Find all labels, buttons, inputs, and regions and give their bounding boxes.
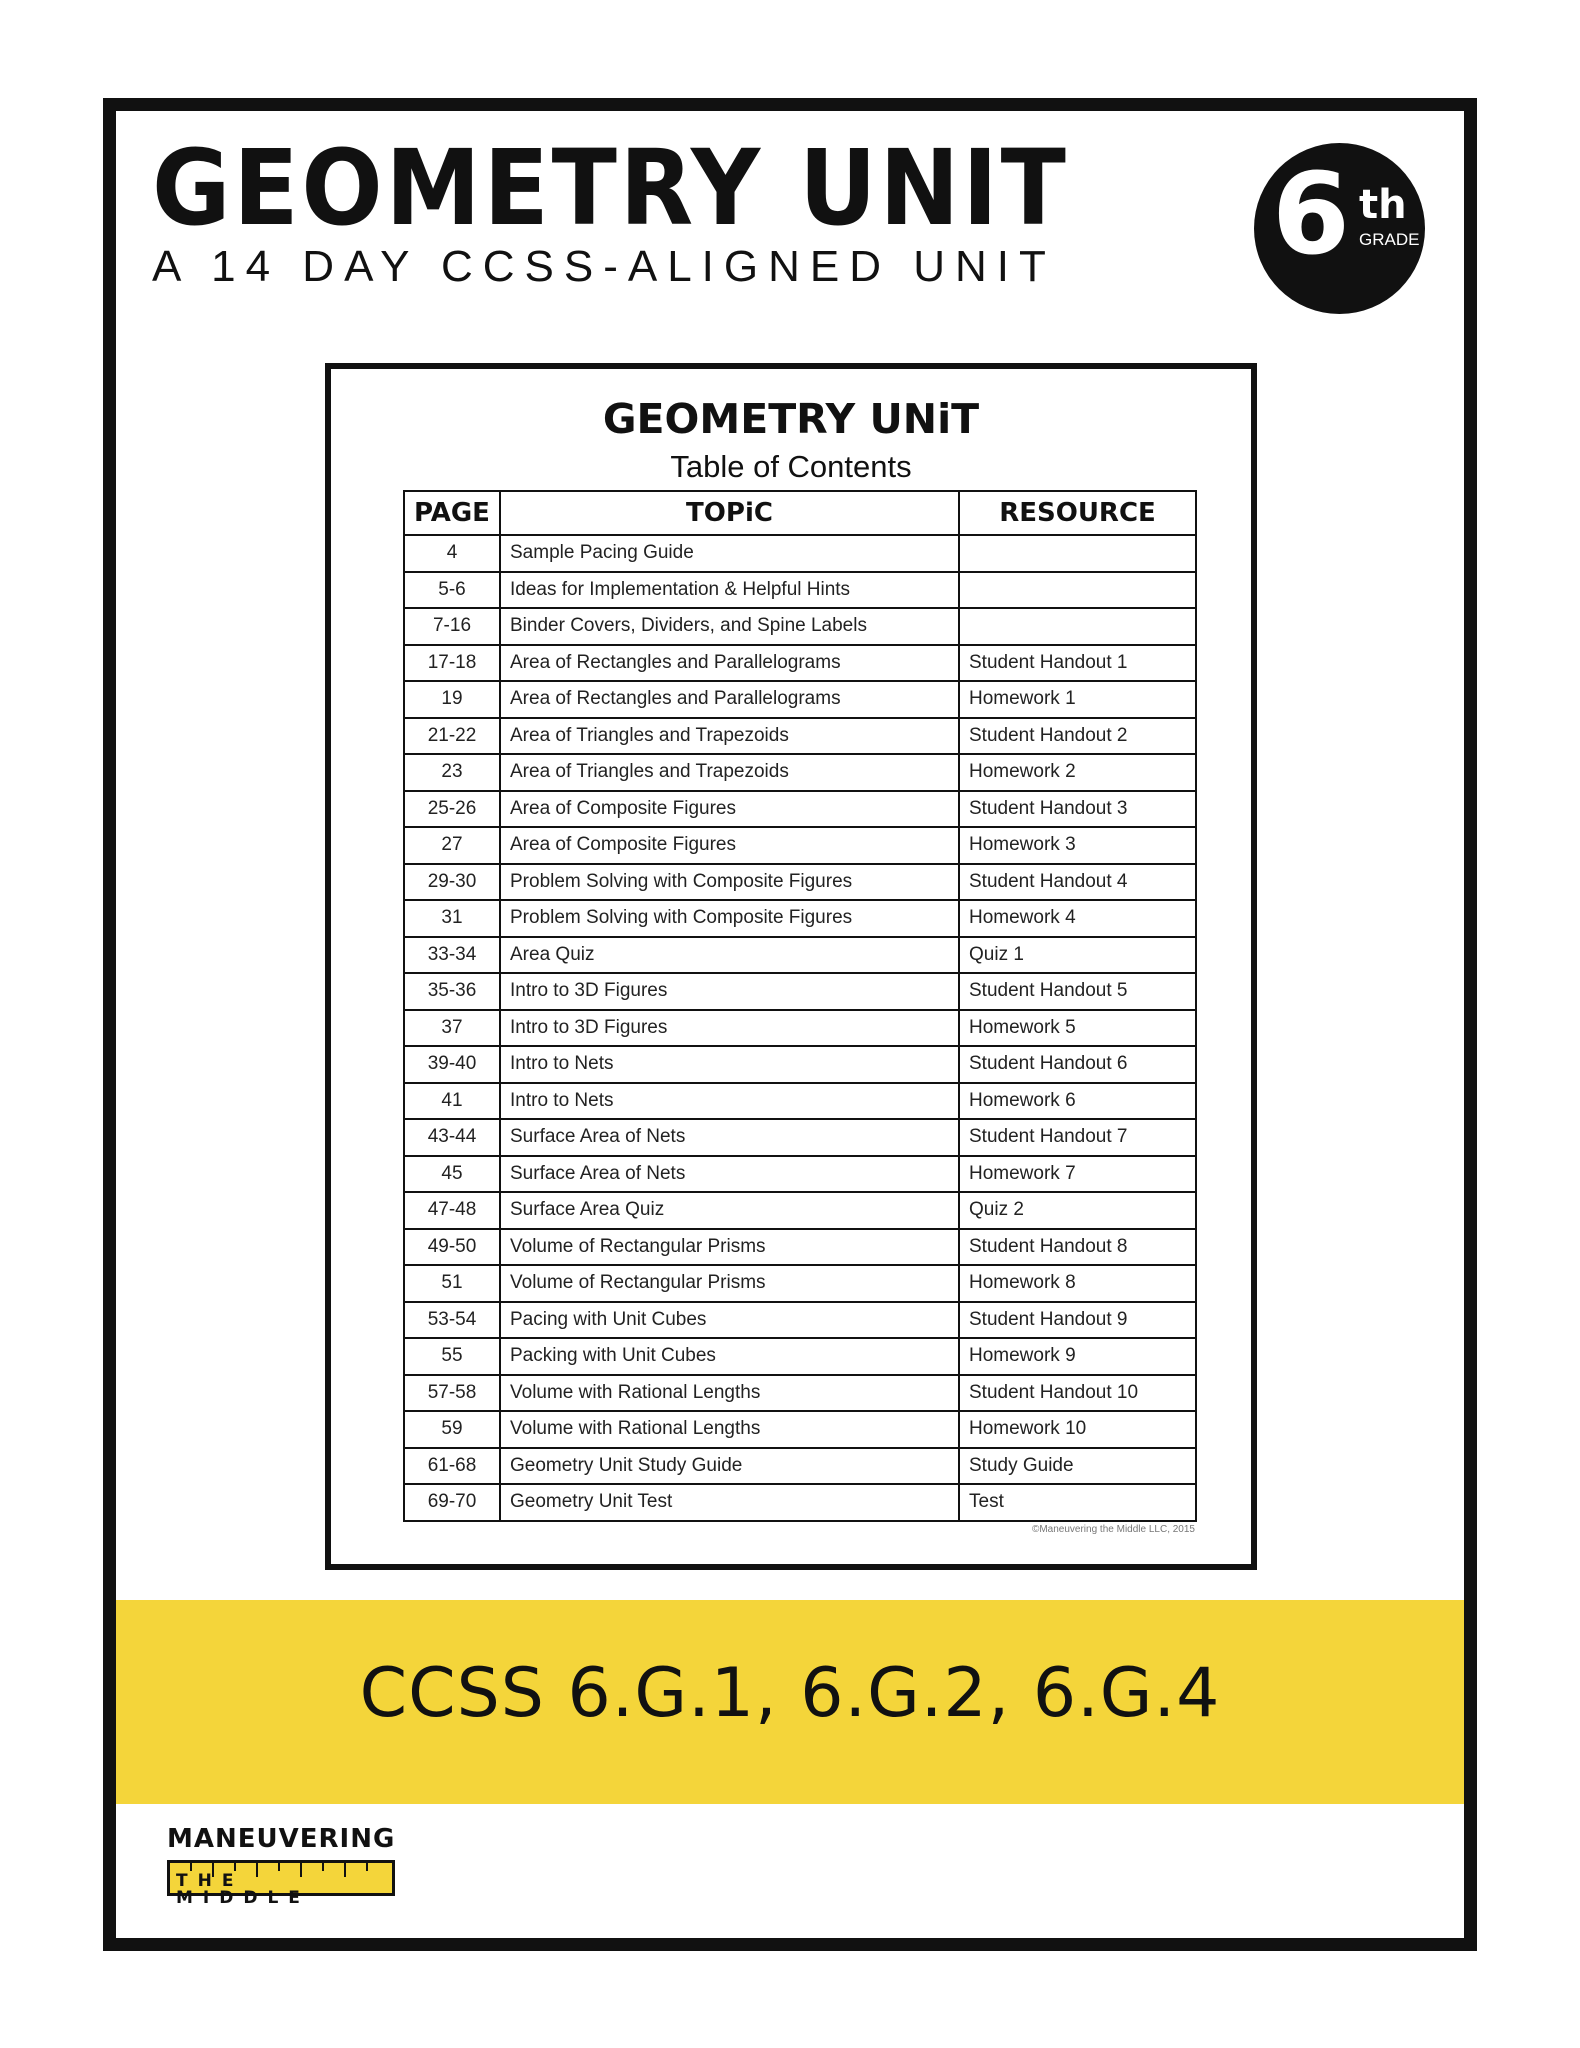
topic-cell: Area of Triangles and Trapezoids <box>500 718 959 755</box>
table-of-contents-card <box>325 363 1257 1570</box>
resource-cell: Student Handout 7 <box>959 1119 1196 1156</box>
topic-cell: Volume of Rectangular Prisms <box>500 1265 959 1302</box>
table-row <box>404 791 1196 828</box>
topic-cell: Surface Area of Nets <box>500 1119 959 1156</box>
topic-cell: Sample Pacing Guide <box>500 535 959 572</box>
toc-table <box>403 490 1197 1522</box>
topic-cell: Pacing with Unit Cubes <box>500 1302 959 1339</box>
table-row <box>404 572 1196 609</box>
toc-subtitle: Table of Contents <box>670 449 912 484</box>
topic-cell: Intro to Nets <box>500 1083 959 1120</box>
table-row <box>404 1083 1196 1120</box>
resource-cell: Student Handout 8 <box>959 1229 1196 1266</box>
page-cell: 19 <box>404 681 500 718</box>
resource-cell: Study Guide <box>959 1448 1196 1485</box>
table-row <box>404 864 1196 901</box>
logo-line-1: MANEUVERING <box>167 1824 396 1854</box>
page-title: GEOMETRY UNIT <box>152 127 1069 249</box>
column-header-resource: RESOURCE <box>959 491 1196 535</box>
topic-cell: Binder Covers, Dividers, and Spine Labels <box>500 608 959 645</box>
topic-cell: Geometry Unit Study Guide <box>500 1448 959 1485</box>
standards-text: CCSS 6.G.1, 6.G.2, 6.G.4 <box>359 1654 1221 1733</box>
resource-cell: Homework 8 <box>959 1265 1196 1302</box>
table-row <box>404 827 1196 864</box>
page-cell: 37 <box>404 1010 500 1047</box>
resource-cell: Student Handout 3 <box>959 791 1196 828</box>
page-cell: 35-36 <box>404 973 500 1010</box>
table-row <box>404 1338 1196 1375</box>
topic-cell: Area of Rectangles and Parallelograms <box>500 681 959 718</box>
topic-cell: Geometry Unit Test <box>500 1484 959 1521</box>
page-cell: 49-50 <box>404 1229 500 1266</box>
page-cell: 7-16 <box>404 608 500 645</box>
topic-cell: Problem Solving with Composite Figures <box>500 900 959 937</box>
page-cell: 23 <box>404 754 500 791</box>
page-cell: 41 <box>404 1083 500 1120</box>
topic-cell: Ideas for Implementation & Helpful Hints <box>500 572 959 609</box>
table-row <box>404 1375 1196 1412</box>
topic-cell: Area of Composite Figures <box>500 827 959 864</box>
page-cell: 61-68 <box>404 1448 500 1485</box>
page-cell: 69-70 <box>404 1484 500 1521</box>
grade-label: GRADE <box>1359 230 1420 249</box>
page-cell: 33-34 <box>404 937 500 974</box>
page-cell: 53-54 <box>404 1302 500 1339</box>
page-cell: 29-30 <box>404 864 500 901</box>
page-cell: 39-40 <box>404 1046 500 1083</box>
page-cell: 21-22 <box>404 718 500 755</box>
toc-header-row <box>404 491 1196 535</box>
topic-cell: Packing with Unit Cubes <box>500 1338 959 1375</box>
logo-ruler <box>167 1860 395 1908</box>
resource-cell: Homework 9 <box>959 1338 1196 1375</box>
topic-cell: Surface Area of Nets <box>500 1156 959 1193</box>
resource-cell: Student Handout 6 <box>959 1046 1196 1083</box>
table-row <box>404 1010 1196 1047</box>
topic-cell: Intro to 3D Figures <box>500 1010 959 1047</box>
resource-cell: Homework 6 <box>959 1083 1196 1120</box>
table-row <box>404 1484 1196 1521</box>
resource-cell: Homework 5 <box>959 1010 1196 1047</box>
page-cell: 59 <box>404 1411 500 1448</box>
toc-body <box>404 535 1196 1521</box>
table-row <box>404 1192 1196 1229</box>
table-row <box>404 681 1196 718</box>
page-cell: 5-6 <box>404 572 500 609</box>
resource-cell: Test <box>959 1484 1196 1521</box>
resource-cell: Homework 4 <box>959 900 1196 937</box>
page-cell: 43-44 <box>404 1119 500 1156</box>
resource-cell: Homework 3 <box>959 827 1196 864</box>
table-row <box>404 754 1196 791</box>
resource-cell <box>959 608 1196 645</box>
maneuvering-the-middle-logo <box>167 1824 396 1908</box>
resource-cell: Quiz 1 <box>959 937 1196 974</box>
page-cell: 4 <box>404 535 500 572</box>
resource-cell: Homework 2 <box>959 754 1196 791</box>
page-cell: 51 <box>404 1265 500 1302</box>
table-row <box>404 608 1196 645</box>
table-row <box>404 645 1196 682</box>
resource-cell <box>959 535 1196 572</box>
toc-title: GEOMETRY UNiT <box>602 395 980 443</box>
topic-cell: Volume with Rational Lengths <box>500 1375 959 1412</box>
table-row <box>404 937 1196 974</box>
resource-cell: Student Handout 1 <box>959 645 1196 682</box>
page-cell: 45 <box>404 1156 500 1193</box>
resource-cell: Homework 10 <box>959 1411 1196 1448</box>
topic-cell: Area of Rectangles and Parallelograms <box>500 645 959 682</box>
page-cell: 17-18 <box>404 645 500 682</box>
table-row <box>404 535 1196 572</box>
grade-suffix: th <box>1359 182 1407 228</box>
grade-number: 6 <box>1272 150 1350 280</box>
page-cell: 27 <box>404 827 500 864</box>
topic-cell: Area of Composite Figures <box>500 791 959 828</box>
table-row <box>404 1119 1196 1156</box>
table-row <box>404 1265 1196 1302</box>
topic-cell: Problem Solving with Composite Figures <box>500 864 959 901</box>
column-header-page: PAGE <box>404 491 500 535</box>
resource-cell: Student Handout 2 <box>959 718 1196 755</box>
topic-cell: Volume with Rational Lengths <box>500 1411 959 1448</box>
table-row <box>404 973 1196 1010</box>
resource-cell: Quiz 2 <box>959 1192 1196 1229</box>
topic-cell: Area of Triangles and Trapezoids <box>500 754 959 791</box>
page-cell: 25-26 <box>404 791 500 828</box>
resource-cell <box>959 572 1196 609</box>
page-cell: 55 <box>404 1338 500 1375</box>
page-subtitle: A 14 DAY CCSS-ALIGNED UNIT <box>152 242 1056 291</box>
table-row <box>404 1448 1196 1485</box>
topic-cell: Surface Area Quiz <box>500 1192 959 1229</box>
grade-badge <box>1254 143 1425 314</box>
page-cell: 57-58 <box>404 1375 500 1412</box>
topic-cell: Intro to Nets <box>500 1046 959 1083</box>
topic-cell: Volume of Rectangular Prisms <box>500 1229 959 1266</box>
page-cell: 31 <box>404 900 500 937</box>
table-row <box>404 1302 1196 1339</box>
table-row <box>404 1156 1196 1193</box>
standards-band <box>116 1600 1464 1804</box>
topic-cell: Intro to 3D Figures <box>500 973 959 1010</box>
resource-cell: Student Handout 10 <box>959 1375 1196 1412</box>
table-row <box>404 1411 1196 1448</box>
table-row <box>404 718 1196 755</box>
logo-line-2: THE MIDDLE <box>176 1871 310 1908</box>
resource-cell: Student Handout 9 <box>959 1302 1196 1339</box>
table-row <box>404 1046 1196 1083</box>
table-row <box>404 1229 1196 1266</box>
topic-cell: Area Quiz <box>500 937 959 974</box>
column-header-topic: TOPiC <box>500 491 959 535</box>
copyright-note: ©Maneuvering the Middle LLC, 2015 <box>1031 1524 1195 1535</box>
resource-cell: Homework 7 <box>959 1156 1196 1193</box>
table-row <box>404 900 1196 937</box>
resource-cell: Homework 1 <box>959 681 1196 718</box>
resource-cell: Student Handout 5 <box>959 973 1196 1010</box>
page-cell: 47-48 <box>404 1192 500 1229</box>
resource-cell: Student Handout 4 <box>959 864 1196 901</box>
